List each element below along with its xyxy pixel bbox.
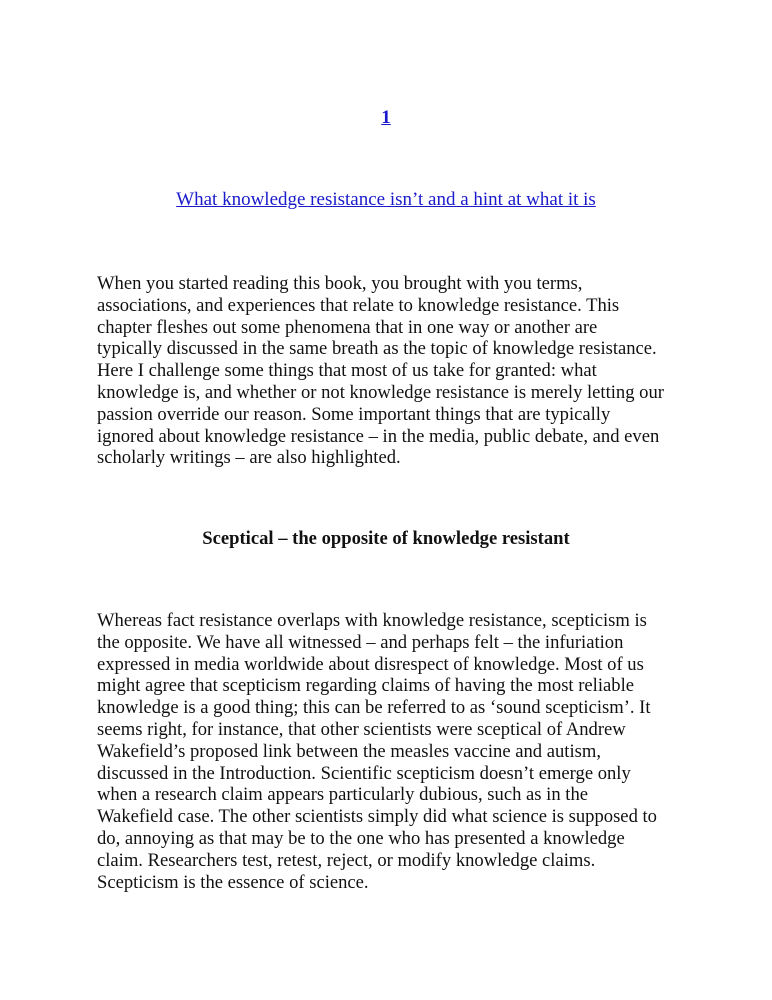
section-paragraph xyxy=(97,610,687,893)
paragraph-line: Wakefield case. The other scientists simply did what science is supposed to xyxy=(97,806,657,828)
paragraph-line: the opposite. We have all witnessed – and perhaps felt – the infuriation xyxy=(97,631,624,653)
chapter-number-link[interactable]: 1 xyxy=(381,107,391,128)
paragraph-line: ignored about knowledge resistance – in the media, public debate, and even xyxy=(97,425,660,447)
section-heading: Sceptical – the opposite of knowledge resistant xyxy=(202,528,570,549)
paragraph-line: passion override our reason. Some important things that are typically xyxy=(97,403,611,425)
paragraph-line: scholarly writings – are also highlighted. xyxy=(97,447,401,469)
chapter-title xyxy=(0,189,772,211)
paragraph-line: when a research claim appears particularly dubious, such as in the xyxy=(97,784,589,806)
paragraph-line: associations, and experiences that relate to knowledge resistance. This xyxy=(97,294,620,316)
paragraph-line: seems right, for instance, that other scientists were sceptical of Andrew xyxy=(97,718,626,740)
paragraph-line: do, annoying as that may be to the one who has presented a knowledge xyxy=(97,827,625,849)
intro-paragraph xyxy=(97,273,687,469)
paragraph-line: chapter fleshes out some phenomena that in one way or another are xyxy=(97,316,598,338)
paragraph-line: knowledge is a good thing; this can be referred to as ‘sound scepticism’. It xyxy=(97,697,651,719)
chapter-number xyxy=(0,107,772,129)
paragraph-line: When you started reading this book, you brought with you terms, xyxy=(97,273,583,294)
paragraph-line: Wakefield’s proposed link between the measles vaccine and autism, xyxy=(97,740,601,762)
paragraph-line: knowledge is, and whether or not knowledge resistance is merely letting our xyxy=(97,381,664,403)
paragraph-line: Whereas fact resistance overlaps with knowledge resistance, scepticism is xyxy=(97,610,647,631)
paragraph-line: Scepticism is the essence of science. xyxy=(97,871,369,893)
paragraph-line: claim. Researchers test, retest, reject, or modify knowledge claims. xyxy=(97,849,596,871)
paragraph-line: discussed in the Introduction. Scientific scepticism doesn’t emerge only xyxy=(97,762,631,784)
chapter-title-link[interactable]: What knowledge resistance isn’t and a hint at what it is xyxy=(176,189,596,210)
paragraph-line: expressed in media worldwide about disrespect of knowledge. Most of us xyxy=(97,653,644,675)
paragraph-line: Here I challenge some things that most of us take for granted: what xyxy=(97,360,597,382)
paragraph-line: typically discussed in the same breath as the topic of knowledge resistance. xyxy=(97,338,657,360)
paragraph-line: might agree that scepticism regarding claims of having the most reliable xyxy=(97,675,634,697)
